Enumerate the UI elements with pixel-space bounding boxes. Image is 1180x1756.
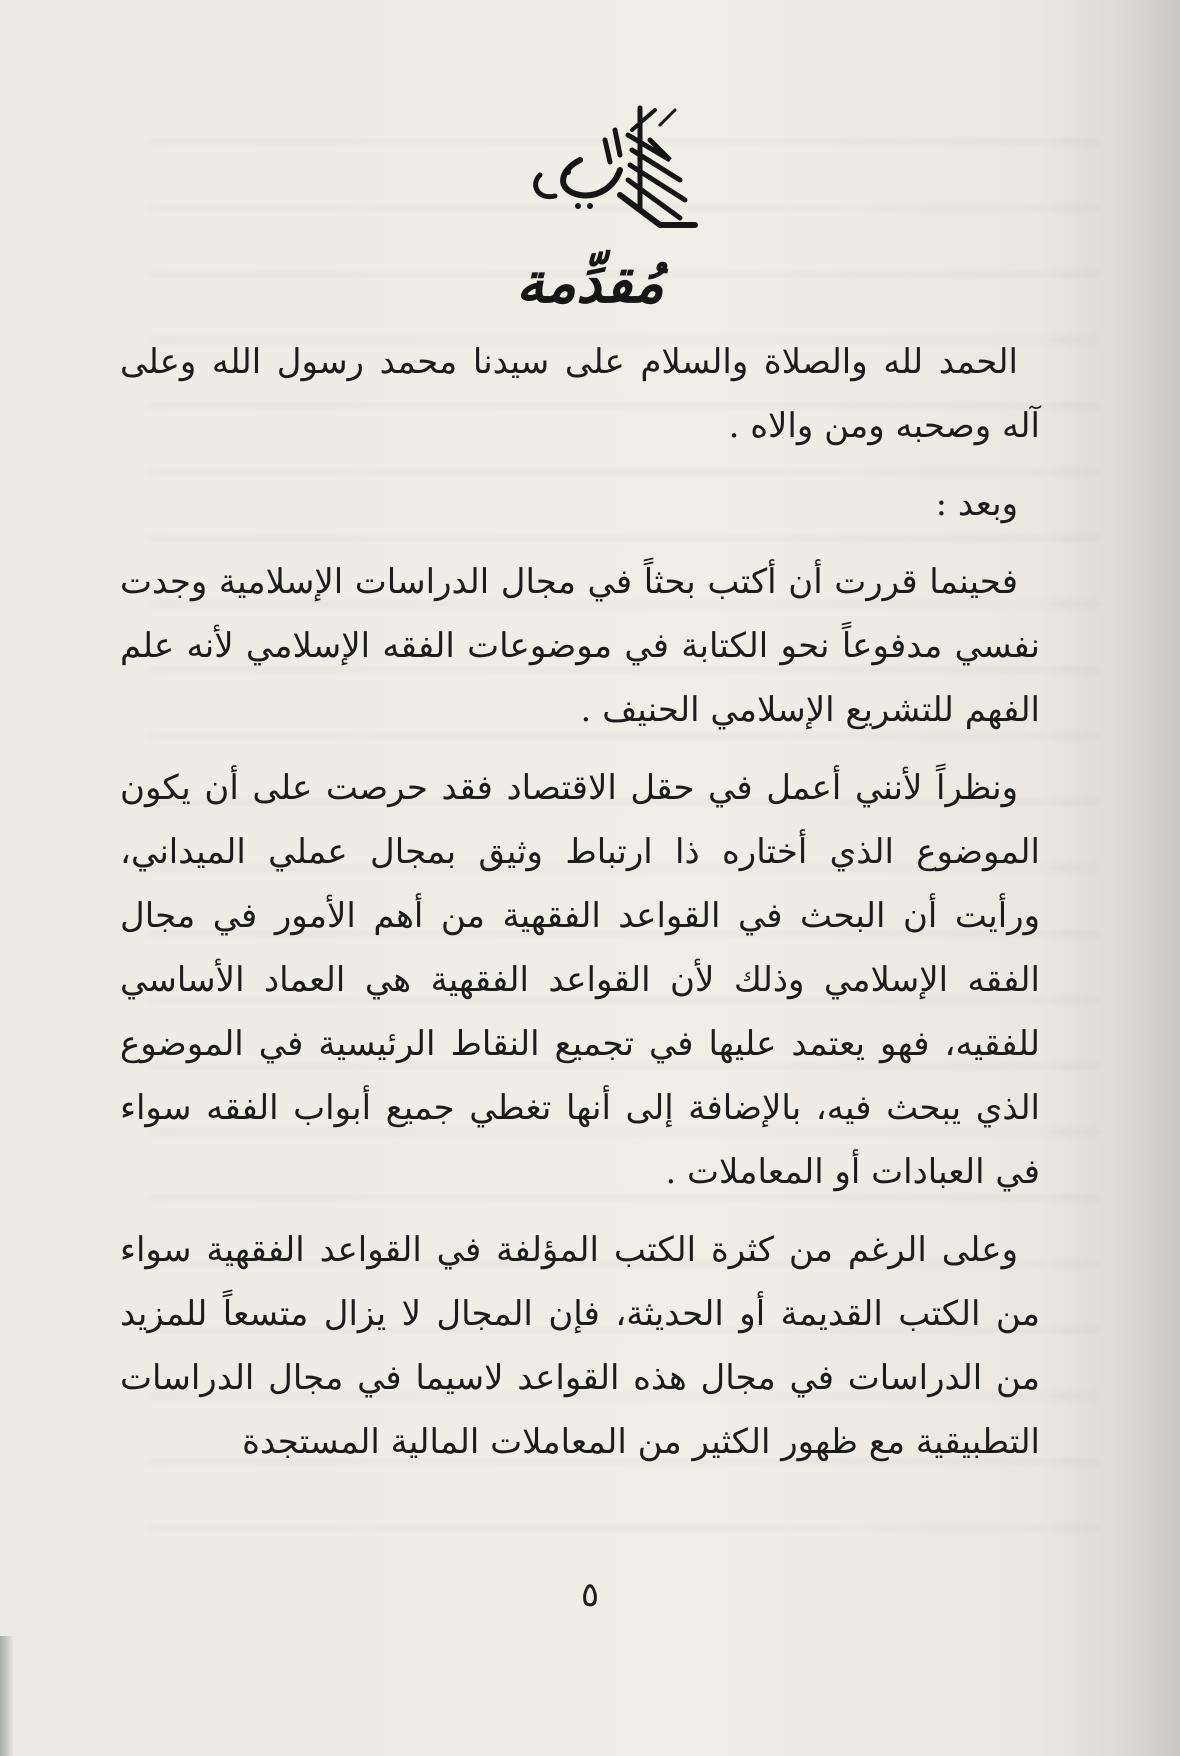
page-number: ٥ [580,1575,600,1615]
page-title: مُقدِّمة [516,250,664,316]
paragraph: الحمد لله والصلاة والسلام على سيدنا محمد رسول الله وعلى آله وصحبه ومن والاه . [120,342,1040,446]
body-text [120,330,1040,1488]
basmala-calligraphy [520,100,720,240]
paragraph: فحينما قررت أن أكتب بحثاً في مجال الدراسات الإسلامية وجدت نفسي مدفوعاً نحو الكتابة في موضوعات الفقه الإسلامي لأنه علم الفهم للتشريع الإسلامي الحنيف . [120,562,1040,730]
paragraph: ونظراً لأنني أعمل في حقل الاقتصاد فقد حرصت على أن يكون الموضوع الذي أختاره ذا ارتباط وثيق بمجال عملي الميداني، ورأيت أن البحث في القواعد الفقهية من أهم الأمور في مجال الفقه الإسلامي وذلك لأن القواعد الفقهية هي العماد الأساسي للفقيه، فهو يعتمد عليها في تجميع النقاط الرئيسية في الموضوع الذي يبحث فيه، بالإضافة إلى أنها تغطي جميع أبواب الفقه سواء في العبادات أو المعاملات . [120,768,1040,1192]
page-corner-shadow [0,1636,14,1756]
paragraph: وبعد : [935,484,1018,524]
paragraph: وعلى الرغم من كثرة الكتب المؤلفة في القواعد الفقهية سواء من الكتب القديمة أو الحديثة، فإن المجال لا يزال متسعاً للمزيد من الدراسات في مجال هذه القواعد لاسيما في مجال الدراسات التطبيقية مع ظهور الكثير من المعاملات المالية المستجدة [120,1230,1040,1462]
